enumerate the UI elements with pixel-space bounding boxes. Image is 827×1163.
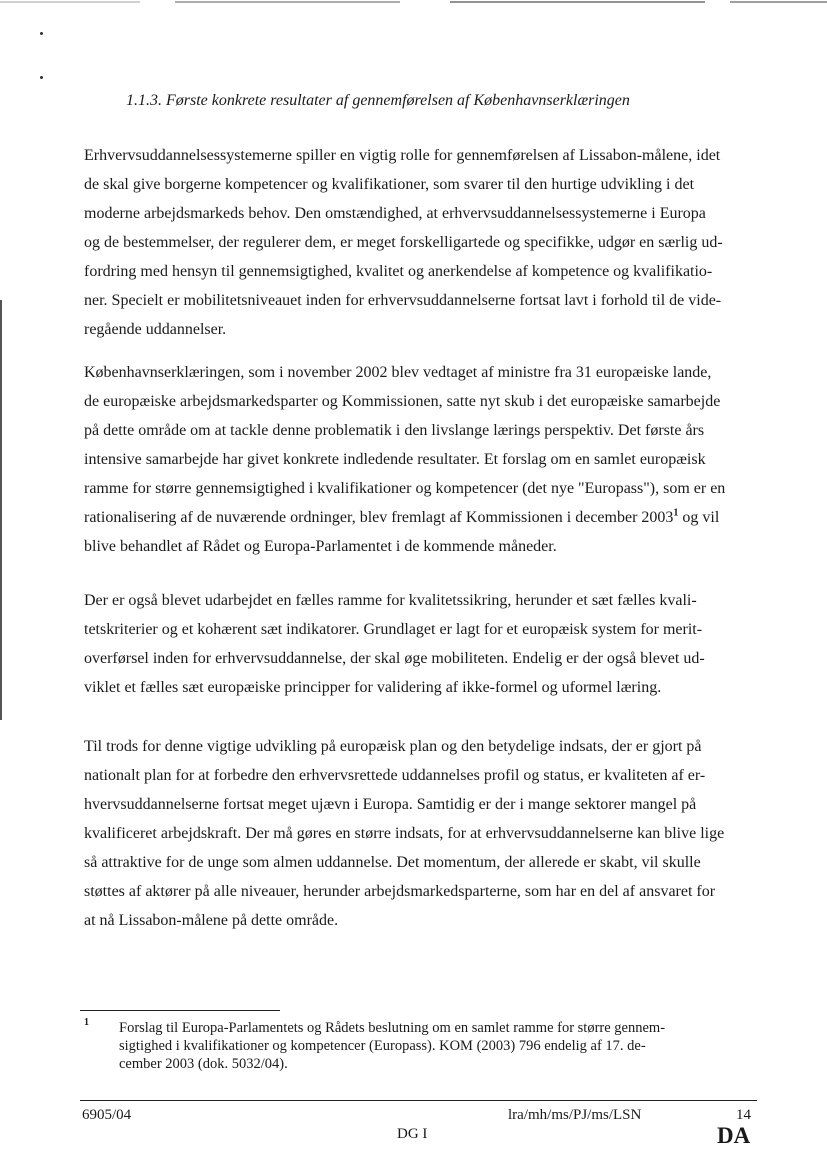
text-line: på dette område om at tackle denne problematik i den livslange lærings perspektiv. Det første års <box>84 422 705 439</box>
scan-streak <box>0 1 140 3</box>
scan-streak <box>175 1 400 3</box>
footnote-line: Forslag til Europa-Parlamentets og Rådets beslutning om en samlet ramme for større gennem- <box>119 1020 666 1036</box>
text-line: Københavnserklæringen, som i november 2002 blev vedtaget af ministre fra 31 europæiske lande, <box>84 364 712 381</box>
text-line: intensive samarbejde har givet konkrete indledende resultater. Et forslag om en samlet europæisk <box>84 451 706 468</box>
text-line: Der er også blevet udarbejdet en fælles ramme for kvalitetssikring, herunder et sæt fælles kvali- <box>84 592 697 609</box>
scan-streak <box>450 1 705 3</box>
paragraph-1 <box>84 141 760 344</box>
text-line-part: rationalisering af de nuværende ordninger, blev fremlagt af Kommissionen i december 2003 <box>84 509 674 526</box>
scan-artifact-top <box>0 0 827 8</box>
footer-separator <box>80 1100 757 1101</box>
text-line: fordring med hensyn til gennemsigtighed, kvalitet og anerkendelse af kompetence og kvalifikatio- <box>84 263 713 280</box>
paragraph-3 <box>84 586 760 702</box>
text-line: viklet et fælles sæt europæiske principper for validering af ikke-formel og uformel læring. <box>84 679 662 696</box>
text-line: Til trods for denne vigtige udvikling på europæisk plan og den betydelige indsats, der er gjort på <box>84 738 702 755</box>
scan-speck <box>40 76 43 79</box>
paragraph-2 <box>84 358 760 561</box>
footnote-reference[interactable]: 1 <box>673 507 679 519</box>
text-line: blive behandlet af Rådet og Europa-Parlamentet i de kommende måneder. <box>84 538 557 555</box>
scan-streak <box>730 1 827 3</box>
text-line: og de bestemmelser, der regulerer dem, er meget forskelligartede og specifikke, udgør en særlig ud- <box>84 234 723 251</box>
text-line-with-footnote <box>84 503 760 532</box>
text-line: så attraktive for de unge som almen uddannelse. Det momentum, der allerede er skabt, vil skulle <box>84 854 701 871</box>
text-line: Erhvervsuddannelsessystemerne spiller en vigtig rolle for gennemførelsen af Lissabon-målene, idet <box>84 147 721 164</box>
page-number: 14 <box>736 1107 751 1123</box>
text-line: nationalt plan for at forbedre den erhvervsrettede uddannelses profil og status, er kvaliteten af er- <box>84 767 706 784</box>
text-line: tetskriterier og et kohærent sæt indikatorer. Grundlaget er lagt for et europæisk system for merit- <box>84 621 703 638</box>
text-line: de europæiske arbejdsmarkedsparter og Kommissionen, satte nyt skub i det europæiske samarbejde <box>84 393 721 410</box>
author-initials: lra/mh/ms/PJ/ms/LSN <box>508 1107 642 1123</box>
section-heading: 1.1.3. Første konkrete resultater af gennemførelsen af Københavnserklæringen <box>126 92 630 109</box>
scan-left-edge <box>0 300 2 720</box>
text-line-part: og vil <box>678 509 720 526</box>
document-number: 6905/04 <box>82 1107 132 1123</box>
text-line: overførsel inden for erhvervsuddannelse, der skal øge mobiliteten. Endelig er der også blevet ud- <box>84 650 705 667</box>
footnote-number: 1 <box>84 1017 89 1028</box>
directorate-label: DG I <box>397 1126 428 1142</box>
language-code: DA <box>717 1123 751 1148</box>
text-line: ner. Specielt er mobilitetsniveauet inden for erhvervsuddannelserne fortsat lavt i forhold til de vide- <box>84 292 722 309</box>
footnote-line: sigtighed i kvalifikationer og kompetencer (Europass). KOM (2003) 796 endelig af 17. de- <box>119 1038 646 1054</box>
text-line: støttes af aktører på alle niveauer, herunder arbejdsmarkedsparterne, som har en del af ansvaret for <box>84 883 716 900</box>
footnote-line: cember 2003 (dok. 5032/04). <box>119 1056 288 1072</box>
scan-speck <box>40 32 43 35</box>
footnote-separator <box>80 1010 280 1011</box>
text-line: at nå Lissabon-målene på dette område. <box>84 912 339 929</box>
text-line: de skal give borgerne kompetencer og kvalifikationer, som svarer til den hurtige udvikling i det <box>84 176 695 193</box>
footnote-text <box>119 1019 759 1073</box>
paragraph-4 <box>84 732 760 935</box>
text-line: regående uddannelser. <box>84 321 227 338</box>
text-line: ramme for større gennemsigtighed i kvalifikationer og kompetencer (det nye "Europass"), som er en <box>84 480 726 497</box>
text-line: kvalificeret arbejdskraft. Der må gøres en større indsats, for at erhvervsuddannelserne kan blive lige <box>84 825 725 842</box>
text-line: moderne arbejdsmarkeds behov. Den omstændighed, at erhvervsuddannelsessystemerne i Europa <box>84 205 706 222</box>
text-line: hvervsuddannelserne fortsat meget ujævn i Europa. Samtidig er der i mange sektorer mangel på <box>84 796 697 813</box>
